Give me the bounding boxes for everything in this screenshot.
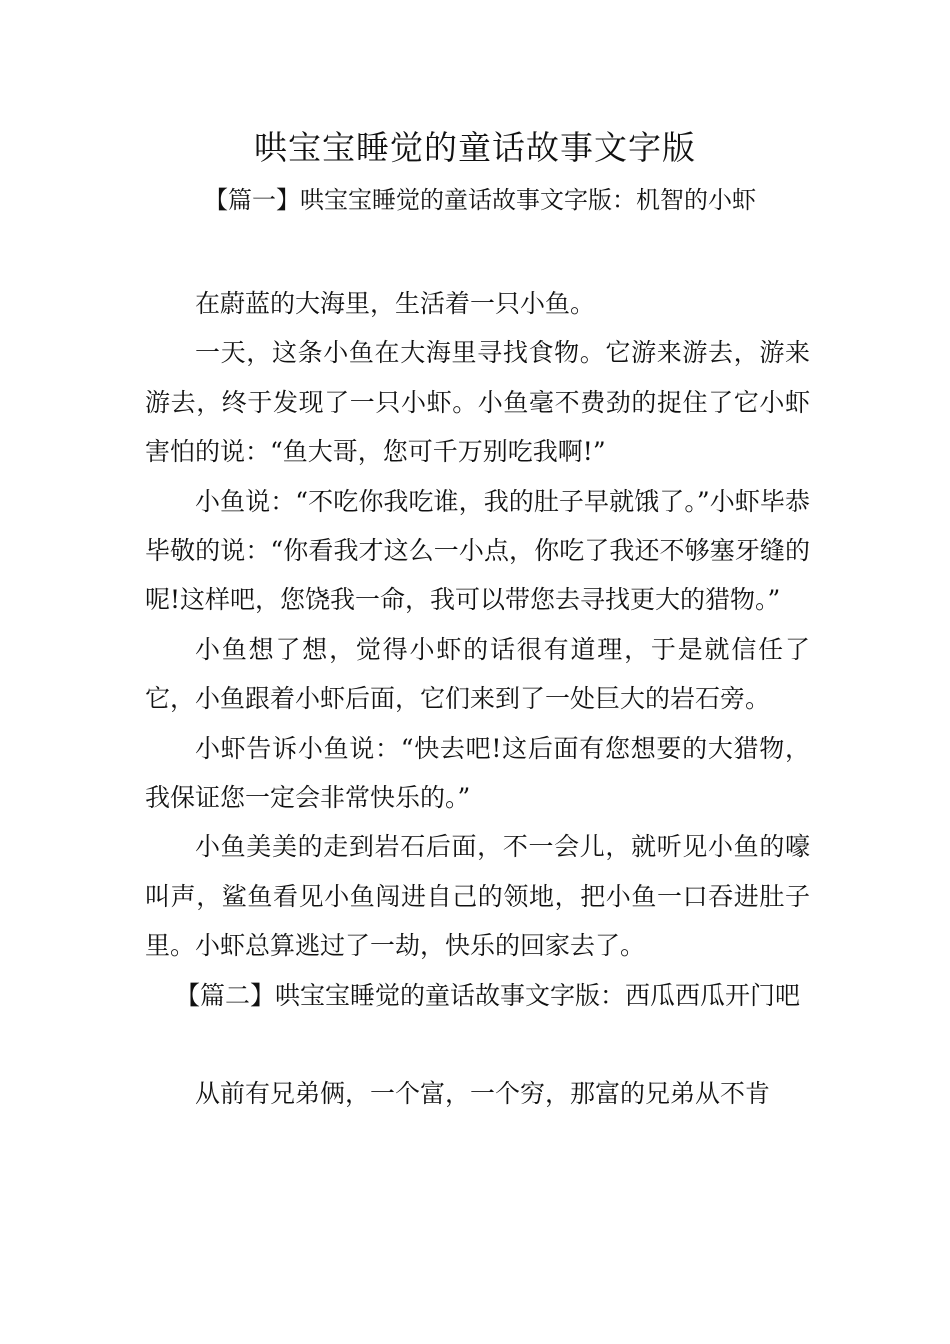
- paragraph: 在蔚蓝的大海里，生活着一只小鱼。: [195, 289, 596, 318]
- part1-heading: 【篇一】哄宝宝睡觉的童话故事文字版：机智的小虾: [204, 186, 756, 214]
- paragraph: 小鱼说：“不吃你我吃谁，我的肚子早就饿了。”小虾毕恭毕敬的说：“你看我才这么一小点，你吃了我还不够塞牙缝的呢!这样吧，您饶我一命，我可以带您去寻找更大的猎物。”: [145, 486, 810, 615]
- document-title: 哄宝宝睡觉的童话故事文字版: [254, 128, 696, 167]
- paragraph: 小鱼想了想，觉得小虾的话很有道理，于是就信任了它，小鱼跟着小虾后面，它们来到了一处巨大的岩石旁。: [145, 634, 810, 714]
- paragraph: 从前有兄弟俩，一个富，一个穷，那富的兄弟从不肯: [195, 1079, 771, 1109]
- part2-heading: 【篇二】哄宝宝睡觉的童话故事文字版：西瓜西瓜开门吧: [175, 980, 801, 1010]
- paragraph: 小鱼美美的走到岩石后面，不一会儿，就听见小鱼的嚎叫声，鲨鱼看见小鱼闯进自己的领地，把小鱼一口吞进肚子里。小虾总算逃过了一劫，快乐的回家去了。: [145, 832, 810, 961]
- blank-line: [145, 1020, 810, 1069]
- document-body: [145, 279, 810, 1119]
- paragraph: 一天，这条小鱼在大海里寻找食物。它游来游去，游来游去，终于发现了一只小虾。小鱼毫不费劲的捉住了它小虾害怕的说：“鱼大哥，您可千万别吃我啊!”: [145, 338, 810, 467]
- paragraph: 小虾告诉小鱼说：“快去吧!这后面有您想要的大猎物，我保证您一定会非常快乐的。”: [145, 733, 810, 813]
